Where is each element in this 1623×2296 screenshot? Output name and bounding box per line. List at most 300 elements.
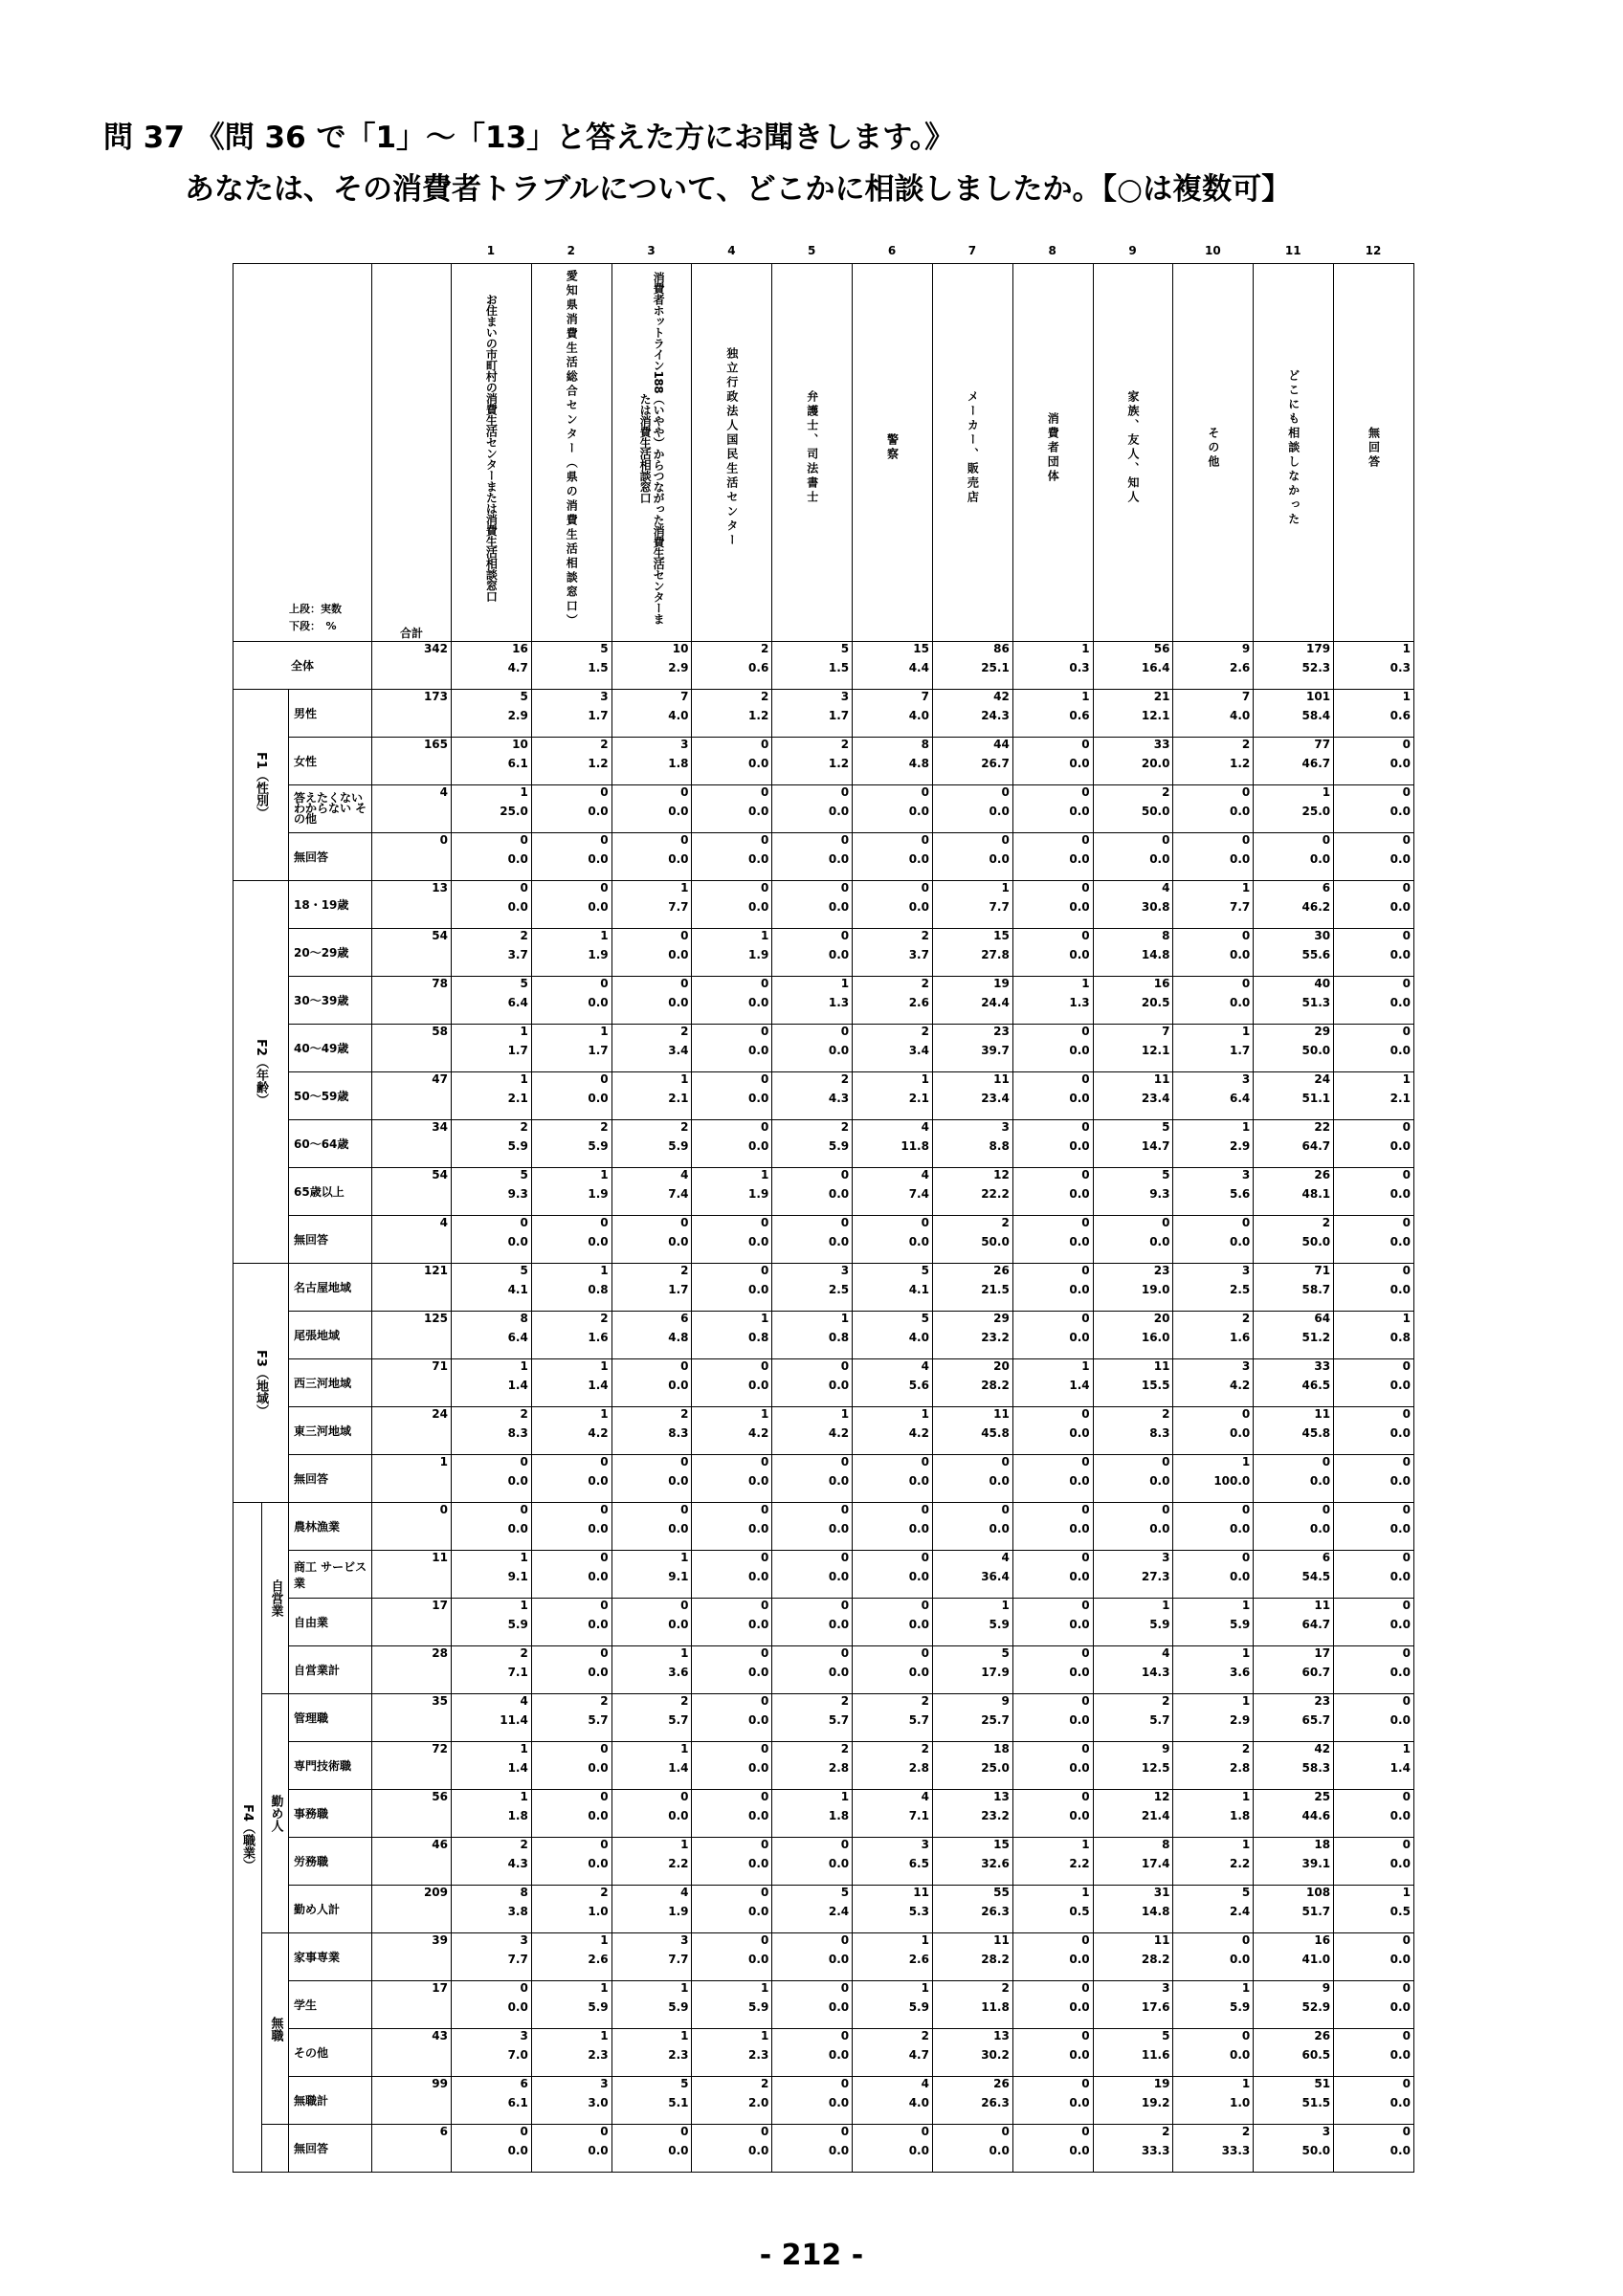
percent-value: 2.8 (828, 1761, 850, 1775)
data-cell (692, 1790, 772, 1838)
data-cell (1254, 1694, 1334, 1742)
percent-value: 50.0 (1301, 1235, 1331, 1248)
data-cell (1254, 929, 1334, 977)
percent-value: 0.0 (1390, 2096, 1411, 2109)
count-value: 0 (680, 1216, 689, 1229)
percent-value: 5.9 (1230, 2000, 1251, 2014)
data-cell (932, 1838, 1012, 1886)
percent-value: 7.4 (668, 1187, 689, 1201)
count-value: 6 (1322, 1551, 1331, 1564)
count-value: 1 (1241, 1981, 1251, 1995)
data-cell (1012, 1933, 1093, 1981)
percent-value: 0.0 (668, 1618, 689, 1631)
count-value: 8 (520, 1312, 528, 1325)
percent-value: 12.1 (1141, 709, 1170, 722)
total-count: 56 (432, 1790, 448, 1803)
count-value: 101 (1306, 690, 1331, 703)
count-value: 2 (840, 1742, 850, 1755)
total-count: 46 (432, 1838, 448, 1851)
percent-value: 26.3 (981, 1905, 1010, 1918)
legend-upper: 上段：実数 (289, 603, 342, 615)
data-cell (611, 1551, 692, 1599)
count-value: 1 (1241, 2077, 1251, 2090)
percent-value: 1.7 (588, 709, 609, 722)
data-cell (452, 929, 532, 977)
column-header-text: 愛知県消費生活総合センター（県の消費生活相談窓口） (565, 270, 579, 629)
percent-value: 0.0 (1390, 2000, 1411, 2014)
data-cell (932, 833, 1012, 881)
percent-value: 2.2 (1230, 1857, 1251, 1870)
count-value: 8 (1162, 929, 1170, 942)
total-count: 4 (439, 1216, 448, 1229)
percent-value: 0.0 (908, 1618, 929, 1631)
data-cell (1334, 1838, 1414, 1886)
table-row (233, 1072, 1414, 1120)
percent-value: 0.0 (1390, 1618, 1411, 1631)
data-cell (1093, 1120, 1173, 1168)
count-value: 0 (1402, 1933, 1411, 1947)
total-cell (372, 1025, 452, 1072)
row-label: 自由業 (289, 1599, 372, 1646)
total-count: 0 (439, 1503, 448, 1516)
percent-value: 9.3 (507, 1187, 528, 1201)
percent-value: 0.0 (588, 900, 609, 914)
percent-value: 0.0 (908, 2144, 929, 2157)
data-grid (233, 263, 1414, 2173)
total-count: 11 (432, 1551, 448, 1564)
count-value: 6 (520, 2077, 528, 2090)
percent-value: 0.0 (1069, 900, 1090, 914)
count-value: 24 (1314, 1072, 1331, 1086)
count-value: 8 (520, 1886, 528, 1899)
data-cell (1254, 1551, 1334, 1599)
data-cell (531, 690, 611, 738)
data-cell (1334, 1359, 1414, 1407)
count-value: 0 (1081, 929, 1090, 942)
data-cell (1012, 1981, 1093, 2029)
percent-value: 50.0 (981, 1235, 1010, 1248)
percent-value: 11.8 (900, 1139, 929, 1153)
data-cell (1334, 1599, 1414, 1646)
percent-value: 45.8 (1301, 1426, 1331, 1440)
data-cell (531, 1455, 611, 1503)
row-label: 答えたくない わからない その他 (289, 785, 372, 833)
count-value: 0 (1081, 1790, 1090, 1803)
data-cell (1334, 1694, 1414, 1742)
count-value: 0 (1402, 1694, 1411, 1708)
data-cell (531, 1359, 611, 1407)
row-label: 事務職 (289, 1790, 372, 1838)
count-value: 1 (1081, 1359, 1090, 1373)
count-value: 1 (520, 1025, 528, 1038)
data-cell (1173, 1886, 1254, 1933)
count-value: 86 (993, 642, 1010, 655)
data-cell (531, 1790, 611, 1838)
total-cell (372, 1455, 452, 1503)
percent-value: 0.0 (668, 1474, 689, 1488)
count-value: 19 (993, 977, 1010, 990)
count-value: 2 (921, 2029, 929, 2042)
percent-value: 12.5 (1141, 1761, 1170, 1775)
count-value: 5 (840, 1886, 850, 1899)
count-value: 2 (1241, 1742, 1251, 1755)
total-cell (372, 1503, 452, 1551)
percent-value: 2.6 (1230, 661, 1251, 674)
column-header (772, 264, 853, 642)
percent-value: 11.4 (500, 1713, 528, 1727)
percent-value: 0.0 (828, 1522, 850, 1535)
count-value: 0 (760, 1742, 769, 1755)
percent-value: 0.0 (588, 1809, 609, 1822)
data-cell (1093, 1790, 1173, 1838)
column-number: 11 (1284, 244, 1301, 257)
data-cell (531, 1120, 611, 1168)
data-cell (853, 642, 933, 690)
count-value: 2 (1241, 2125, 1251, 2138)
total-cell (372, 1599, 452, 1646)
data-cell (692, 785, 772, 833)
count-value: 3 (1322, 2125, 1331, 2138)
count-value: 4 (680, 1886, 689, 1899)
row-label: 無職計 (289, 2077, 372, 2125)
percent-value: 0.0 (828, 1474, 850, 1488)
subgroup-label-cell (262, 1933, 289, 2125)
percent-value: 0.0 (1230, 1522, 1251, 1535)
count-value: 0 (680, 1455, 689, 1468)
question-line-2: あなたは、その消費者トラブルについて、どこかに相談しましたか。【○は複数可】 (185, 172, 1292, 207)
count-value: 11 (1314, 1407, 1331, 1421)
data-cell (932, 1407, 1012, 1455)
percent-value: 0.0 (989, 1522, 1010, 1535)
total-count: 4 (439, 785, 448, 799)
row-label: 西三河地域 (289, 1359, 372, 1407)
count-value: 0 (600, 1790, 609, 1803)
total-count: 58 (432, 1025, 448, 1038)
count-value: 2 (520, 1407, 528, 1421)
column-header (932, 264, 1012, 642)
count-value: 2 (840, 1694, 850, 1708)
data-cell (772, 785, 853, 833)
data-cell (1093, 1694, 1173, 1742)
data-cell (772, 1742, 853, 1790)
data-cell (1012, 1646, 1093, 1694)
data-cell (932, 1264, 1012, 1312)
data-cell (611, 1072, 692, 1120)
percent-value: 0.0 (828, 2096, 850, 2109)
data-cell (1254, 1886, 1334, 1933)
count-value: 23 (1153, 1264, 1170, 1277)
data-cell (531, 1886, 611, 1933)
percent-value: 0.0 (1230, 1570, 1251, 1583)
percent-value: 2.1 (908, 1092, 929, 1105)
count-value: 1 (1402, 690, 1411, 703)
count-value: 0 (840, 881, 850, 894)
count-value: 0 (1241, 1503, 1251, 1516)
count-value: 0 (1081, 1981, 1090, 1995)
count-value: 6 (680, 1312, 689, 1325)
count-value: 0 (840, 1599, 850, 1612)
percent-value: 0.0 (908, 1235, 929, 1248)
total-cell (372, 1264, 452, 1312)
data-cell (531, 833, 611, 881)
percent-value: 0.0 (828, 2144, 850, 2157)
count-value: 4 (520, 1694, 528, 1708)
percent-value: 27.8 (981, 948, 1010, 961)
count-value: 2 (1001, 1216, 1010, 1229)
count-value: 2 (760, 2077, 769, 2090)
count-value: 179 (1306, 642, 1331, 655)
percent-value: 30.2 (981, 2048, 1010, 2062)
percent-value: 0.0 (1069, 1092, 1090, 1105)
data-cell (1093, 1168, 1173, 1216)
total-count: 72 (432, 1742, 448, 1755)
percent-value: 3.6 (668, 1666, 689, 1679)
data-cell (1254, 1120, 1334, 1168)
count-value: 5 (520, 1264, 528, 1277)
percent-value: 16.0 (1141, 1331, 1170, 1344)
subgroup-label: 勤め人 (268, 1795, 283, 1832)
count-value: 29 (1314, 1025, 1331, 1038)
percent-value: 0.0 (828, 1953, 850, 1966)
percent-value: 54.5 (1301, 1570, 1331, 1583)
total-header: 合計 (372, 264, 452, 642)
count-value: 0 (840, 1216, 850, 1229)
count-value: 3 (1162, 1551, 1170, 1564)
count-value: 0 (600, 1742, 609, 1755)
percent-value: 45.8 (981, 1426, 1010, 1440)
table-row (233, 738, 1414, 785)
row-label: 女性 (289, 738, 372, 785)
row-label: 30～39歳 (289, 977, 372, 1025)
percent-value: 1.9 (588, 1187, 609, 1201)
data-cell (531, 642, 611, 690)
count-value: 0 (680, 2125, 689, 2138)
data-cell (1093, 1646, 1173, 1694)
data-cell (1093, 2029, 1173, 2077)
count-value: 0 (1402, 1359, 1411, 1373)
percent-value: 0.0 (507, 2000, 528, 2014)
percent-value: 5.9 (668, 2000, 689, 2014)
group-label: F3（地域） (254, 1349, 268, 1417)
percent-value: 1.9 (748, 1187, 769, 1201)
count-value: 1 (1001, 1599, 1010, 1612)
count-value: 11 (1314, 1599, 1331, 1612)
count-value: 2 (1162, 785, 1170, 799)
percent-value: 12.1 (1141, 1044, 1170, 1057)
column-number-spacer (233, 244, 451, 263)
count-value: 0 (680, 1503, 689, 1516)
data-cell (1173, 1694, 1254, 1742)
total-cell (372, 1790, 452, 1838)
count-value: 0 (1241, 785, 1251, 799)
percent-value: 2.6 (908, 996, 929, 1009)
count-value: 6 (1322, 881, 1331, 894)
count-value: 1 (1241, 881, 1251, 894)
percent-value: 0.8 (748, 1331, 769, 1344)
data-cell (1093, 1551, 1173, 1599)
percent-value: 1.9 (668, 1905, 689, 1918)
count-value: 0 (840, 1838, 850, 1851)
percent-value: 0.0 (908, 1570, 929, 1583)
total-count: 121 (423, 1264, 448, 1277)
count-value: 2 (600, 1120, 609, 1134)
row-label: 65歳以上 (289, 1168, 372, 1216)
count-value: 2 (840, 1072, 850, 1086)
data-cell (452, 1599, 532, 1646)
crosstab-table (233, 244, 1413, 2173)
percent-value: 1.4 (1069, 1379, 1090, 1392)
count-value: 0 (1081, 881, 1090, 894)
table-row (233, 1646, 1414, 1694)
column-number: 9 (1128, 244, 1137, 257)
data-cell (452, 1359, 532, 1407)
group-label: F2（年齢） (254, 1038, 268, 1106)
overall-row (233, 642, 1414, 690)
percent-value: 0.0 (1230, 2048, 1251, 2062)
data-cell (531, 1981, 611, 2029)
count-value: 1 (1081, 642, 1090, 655)
data-cell (1334, 2077, 1414, 2125)
total-cell (372, 1120, 452, 1168)
count-value: 8 (1162, 1838, 1170, 1851)
data-cell (932, 738, 1012, 785)
data-cell (1093, 785, 1173, 833)
count-value: 0 (1001, 2125, 1010, 2138)
data-cell (1093, 690, 1173, 738)
count-value: 3 (600, 2077, 609, 2090)
count-value: 0 (1402, 1168, 1411, 1181)
data-cell (692, 1694, 772, 1742)
percent-value: 0.5 (1069, 1905, 1090, 1918)
percent-value: 2.2 (1069, 1857, 1090, 1870)
table-row (233, 1551, 1414, 1599)
count-value: 0 (760, 1025, 769, 1038)
count-value: 0 (760, 1790, 769, 1803)
data-cell (611, 929, 692, 977)
data-cell (1173, 1838, 1254, 1886)
data-cell (1334, 1981, 1414, 2029)
count-value: 0 (1081, 1455, 1090, 1468)
count-value: 1 (600, 1264, 609, 1277)
count-value: 0 (760, 1503, 769, 1516)
percent-value: 0.0 (507, 1235, 528, 1248)
percent-value: 52.3 (1301, 661, 1331, 674)
count-value: 0 (840, 785, 850, 799)
count-value: 1 (1241, 1120, 1251, 1134)
count-value: 0 (1162, 1455, 1170, 1468)
count-value: 0 (600, 2125, 609, 2138)
row-label: 商工 サービス業 (289, 1551, 372, 1599)
count-value: 1 (1081, 690, 1090, 703)
total-cell (372, 2125, 452, 2173)
row-label: 無回答 (289, 833, 372, 881)
percent-value: 0.0 (989, 852, 1010, 866)
row-label: 18・19歳 (289, 881, 372, 929)
percent-value: 4.2 (908, 1426, 929, 1440)
count-value: 0 (840, 1455, 850, 1468)
data-cell (1334, 929, 1414, 977)
table-row (233, 1981, 1414, 2029)
percent-value: 0.8 (588, 1283, 609, 1296)
percent-value: 4.3 (507, 1857, 528, 1870)
data-cell (531, 1168, 611, 1216)
count-value: 1 (1241, 1455, 1251, 1468)
count-value: 0 (520, 1503, 528, 1516)
percent-value: 2.1 (507, 1092, 528, 1105)
count-value: 1 (1322, 785, 1331, 799)
data-cell (452, 833, 532, 881)
table-row (233, 1886, 1414, 1933)
count-value: 1 (1241, 1694, 1251, 1708)
count-value: 0 (1081, 1264, 1090, 1277)
data-cell (1093, 1312, 1173, 1359)
percent-value: 0.0 (1069, 948, 1090, 961)
overall-label: 全体 (233, 642, 372, 690)
data-cell (1254, 881, 1334, 929)
percent-value: 0.0 (507, 900, 528, 914)
percent-value: 2.0 (748, 2096, 769, 2109)
count-value: 0 (1081, 1933, 1090, 1947)
percent-value: 0.0 (1069, 1666, 1090, 1679)
percent-value: 0.0 (1390, 1953, 1411, 1966)
percent-value: 0.0 (1069, 1474, 1090, 1488)
count-value: 1 (840, 1312, 850, 1325)
data-cell (531, 1407, 611, 1455)
data-cell (1173, 1599, 1254, 1646)
row-label: 名古屋地域 (289, 1264, 372, 1312)
data-cell (1012, 1694, 1093, 1742)
data-cell (1173, 2029, 1254, 2077)
percent-value: 6.1 (507, 757, 528, 770)
count-value: 33 (1153, 738, 1170, 751)
data-cell (772, 1216, 853, 1264)
data-cell (1173, 1216, 1254, 1264)
percent-value: 0.0 (748, 1235, 769, 1248)
count-value: 12 (993, 1168, 1010, 1181)
count-value: 16 (1153, 977, 1170, 990)
count-value: 1 (680, 881, 689, 894)
percent-value: 0.0 (1390, 805, 1411, 818)
data-cell (1173, 1025, 1254, 1072)
count-value: 0 (1162, 1503, 1170, 1516)
percent-value: 0.0 (748, 1953, 769, 1966)
percent-value: 58.3 (1301, 1761, 1331, 1775)
total-cell (372, 1407, 452, 1455)
data-cell (932, 1551, 1012, 1599)
data-cell (1173, 690, 1254, 738)
data-cell (611, 1646, 692, 1694)
table-row (233, 833, 1414, 881)
data-cell (452, 2077, 532, 2125)
percent-value: 0.0 (908, 805, 929, 818)
percent-value: 0.0 (828, 1570, 850, 1583)
count-value: 5 (600, 642, 609, 655)
data-cell (772, 1886, 853, 1933)
percent-value: 0.0 (1390, 1713, 1411, 1727)
percent-value: 0.0 (1069, 2000, 1090, 2014)
row-label: 自営業計 (289, 1646, 372, 1694)
data-cell (1254, 1599, 1334, 1646)
data-cell (1012, 785, 1093, 833)
percent-value: 55.6 (1301, 948, 1331, 961)
data-cell (1173, 1742, 1254, 1790)
percent-value: 50.0 (1301, 2144, 1331, 2157)
percent-value: 19.0 (1141, 1283, 1170, 1296)
count-value: 1 (1081, 1886, 1090, 1899)
column-number: 3 (647, 244, 656, 257)
data-cell (1173, 1551, 1254, 1599)
data-cell (692, 1838, 772, 1886)
